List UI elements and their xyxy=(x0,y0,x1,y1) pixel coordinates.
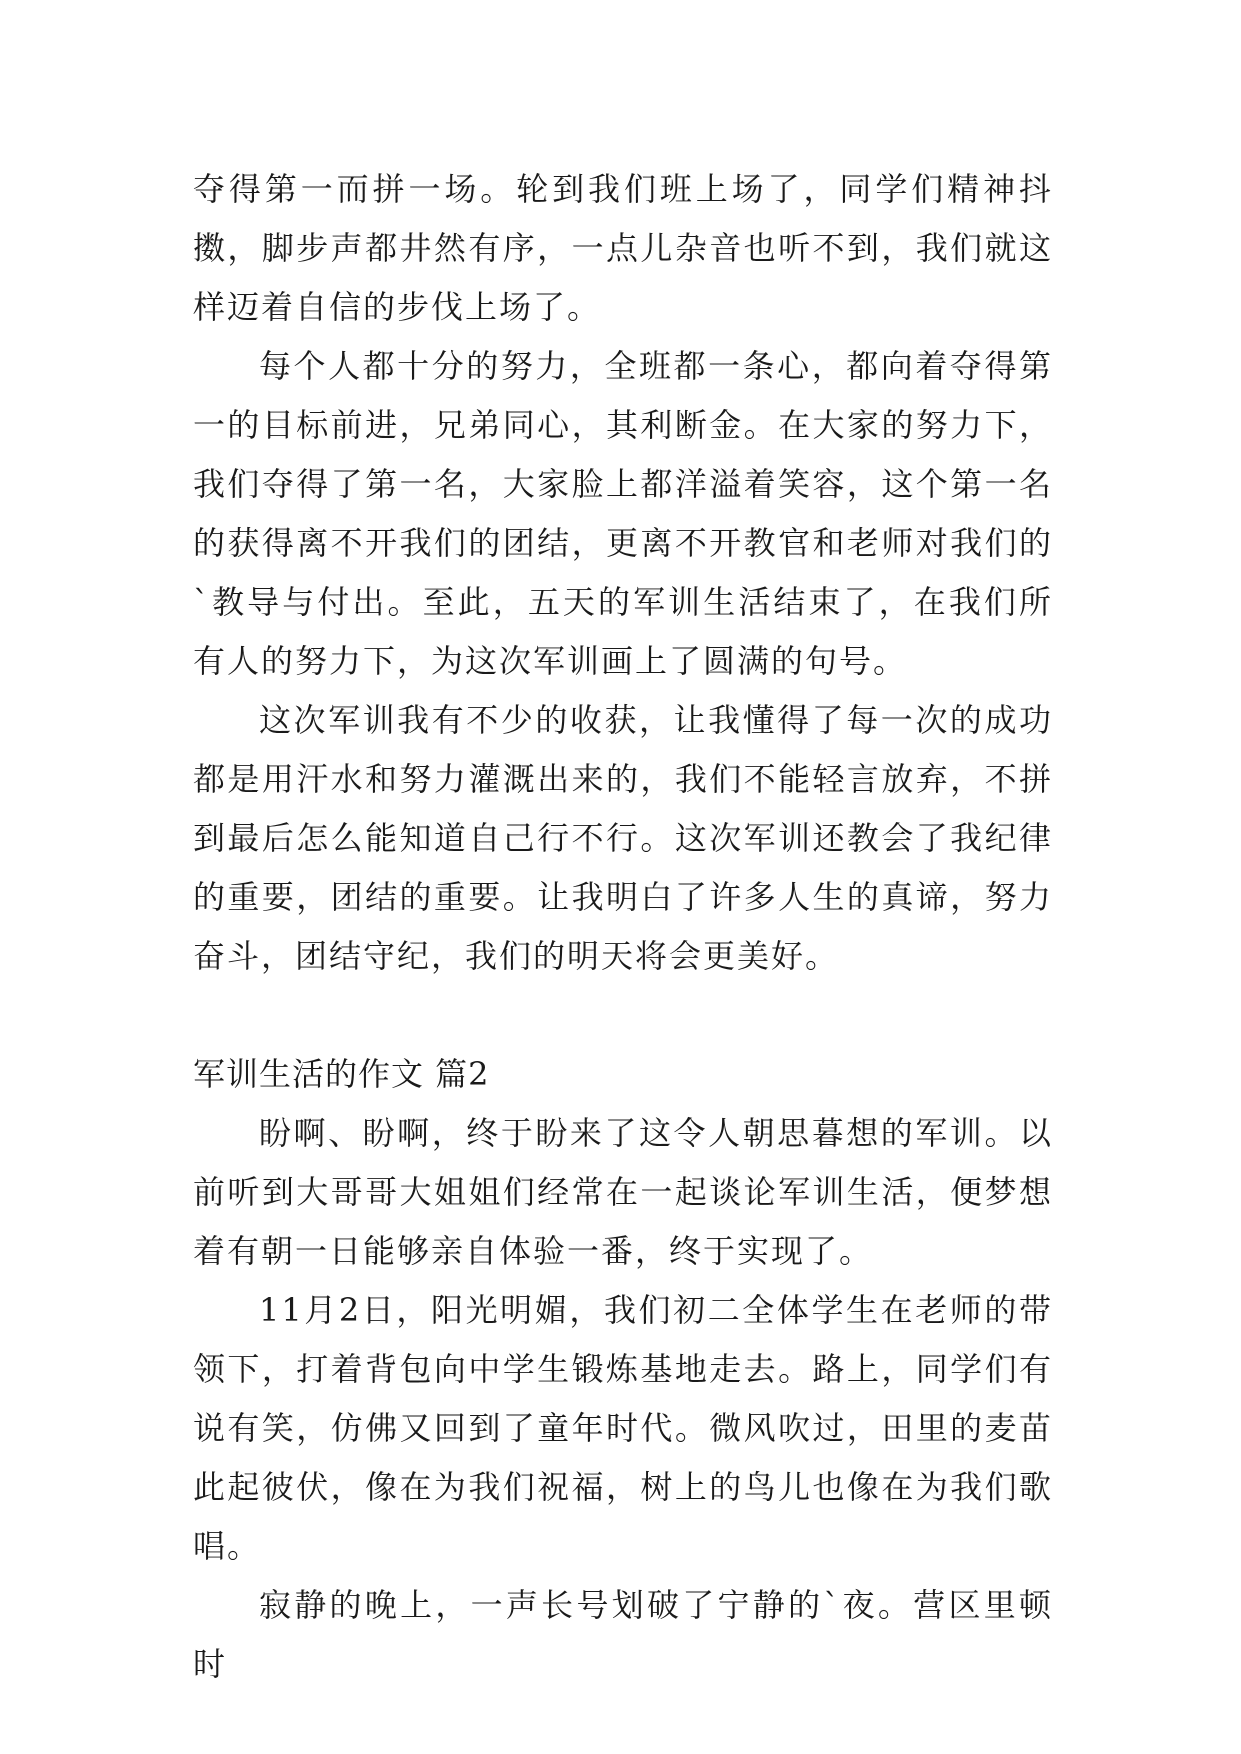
paragraph-harvest: 这次军训我有不少的收获，让我懂得了每一次的成功都是用汗水和努力灌溉出来的，我们不能轻言放弃，不拼到最后怎么能知道自己行不行。这次军训还教会了我纪律的重要，团结的重要。让我明白了许多人生的真谛，努力奋斗，团结守纪，我们的明天将会更美好。 xyxy=(193,701,1053,975)
section-spacer xyxy=(193,986,1053,1045)
section-heading: 军训生活的作文 篇2 xyxy=(193,1055,490,1093)
paragraph-anticipation: 盼啊、盼啊，终于盼来了这令人朝思暮想的军训。以前听到大哥哥大姐姐们经常在一起谈论军训生活，便梦想着有朝一日能够亲自体验一番，终于实现了。 xyxy=(193,1114,1053,1270)
document-body xyxy=(193,160,1053,1694)
paragraph-night: 寂静的晚上，一声长号划破了宁静的`夜。营区里顿时 xyxy=(193,1586,1053,1683)
paragraph-departure: 11月2日，阳光明媚，我们初二全体学生在老师的带领下，打着背包向中学生锻炼基地走去。路上，同学们有说有笑，仿佛又回到了童年时代。微风吹过，田里的麦苗此起彼伏，像在为我们祝福，树上的鸟儿也像在为我们歌唱。 xyxy=(193,1291,1053,1565)
paragraph-continuation: 夺得第一而拼一场。轮到我们班上场了，同学们精神抖擞，脚步声都井然有序，一点儿杂音也听不到，我们就这样迈着自信的步伐上场了。 xyxy=(193,170,1053,326)
paragraph-effort: 每个人都十分的努力，全班都一条心，都向着夺得第一的目标前进，兄弟同心，其利断金。在大家的努力下，我们夺得了第一名，大家脸上都洋溢着笑容，这个第一名的获得离不开我们的团结，更离不开教官和老师对我们的`教导与付出。至此，五天的军训生活结束了，在我们所有人的努力下，为这次军训画上了圆满的句号。 xyxy=(193,347,1053,680)
